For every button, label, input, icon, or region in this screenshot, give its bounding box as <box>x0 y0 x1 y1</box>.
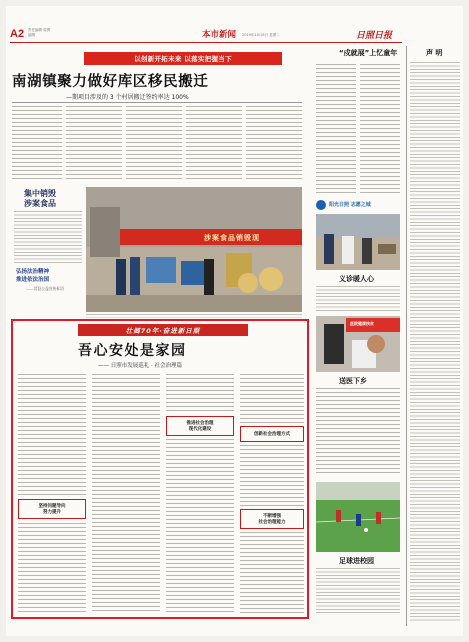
right-story-1-col-1 <box>316 64 356 194</box>
feature-subheadline: —— 日照市发展巡礼 · 社会治理篇 <box>98 363 182 369</box>
photo-caption <box>86 314 302 318</box>
right-story-1-col-2 <box>360 64 400 194</box>
ad-line-2: 推进依法治国 <box>16 277 50 283</box>
destruction-photo-image <box>86 187 302 312</box>
feature-col-3b <box>166 439 234 613</box>
masthead-logo: 日照日报 <box>356 31 393 41</box>
health-photo <box>316 316 400 372</box>
volunteer-logo-text: 阳光日照 志愿之城 <box>329 202 371 208</box>
destruction-photo <box>86 187 302 312</box>
column-divider <box>406 46 407 626</box>
newspaper-page <box>6 6 463 636</box>
feature-col-3a <box>166 374 234 414</box>
top-rule <box>12 102 302 103</box>
box2-line1: 推进社会治理 <box>186 421 214 426</box>
feature-box-2 <box>166 416 234 436</box>
box3-line1: 创新社会治理方式 <box>254 432 290 437</box>
ad-line-1: 弘扬法治精神 <box>16 269 50 275</box>
ad-line-3: ——莒县公益宣传标语 <box>26 286 64 291</box>
section-title: 本市新闻 <box>202 30 237 40</box>
top-headline: 南湖镇聚力做好库区移民搬迁 <box>12 74 209 90</box>
feature-headline: 吾心安处是家园 <box>78 343 187 359</box>
top-story-col-5 <box>246 106 302 182</box>
volunteer-logo <box>316 198 400 212</box>
feature-col-4a <box>240 374 304 424</box>
right-story-1-title: “戍就展”上忆童年 <box>339 49 398 57</box>
editor-line-1: 责任编辑 周勇 <box>28 28 51 32</box>
feature-col-4c <box>240 532 304 613</box>
feature-col-4b <box>240 445 304 507</box>
issue-date: 2019年10月8日 星期二 <box>242 33 280 37</box>
feature-col-1b <box>18 523 86 613</box>
top-story-col-3 <box>126 106 182 182</box>
left-story-text <box>14 211 82 263</box>
feature-col-2 <box>92 374 160 613</box>
header-rule <box>10 42 402 43</box>
editor-line-2: 编辑 <box>28 33 35 37</box>
left-story-title-2: 涉案食品 <box>24 199 56 208</box>
top-story-col-2 <box>66 106 122 182</box>
feature-box-3 <box>240 426 304 442</box>
feature-col-1a <box>18 374 86 496</box>
left-story-title-1: 集中销毁 <box>24 189 56 198</box>
box4-line1: 不断增强 <box>263 514 281 519</box>
notice-title: 声 明 <box>426 49 443 57</box>
right-story-3-text <box>316 388 400 476</box>
feature-banner: 壮阔70年·奋进新日照 <box>78 324 248 336</box>
health-banner-text: 医院健康扶贫 <box>350 321 374 326</box>
top-banner: 以创新开拓未来 以落实把握当下 <box>84 52 282 65</box>
clinic-photo <box>316 214 400 270</box>
top-story-col-1 <box>12 106 62 182</box>
right-story-2-title: 义诊暖人心 <box>339 275 374 283</box>
box1-line1: 坚持问题导向 <box>38 504 66 509</box>
right-story-4-text <box>316 568 400 613</box>
clinic-photo-image <box>316 214 400 270</box>
top-story-col-4 <box>186 106 242 182</box>
right-story-2-text <box>316 286 400 312</box>
box4-line2: 社会治理能力 <box>258 520 286 525</box>
sun-icon <box>316 200 326 210</box>
feature-box-4 <box>240 509 304 529</box>
feature-box-1 <box>18 499 86 519</box>
page-number: A2 <box>10 28 25 40</box>
football-photo <box>316 482 400 552</box>
right-story-3-title: 送医下乡 <box>339 377 367 385</box>
notice-column-text <box>410 62 460 622</box>
box1-line2: 努力提升 <box>43 510 61 515</box>
right-story-4-title: 足球进校园 <box>339 557 374 565</box>
top-subheadline: —期项目涉及的 3 个村居搬迁签约率达 100% <box>66 94 189 101</box>
photo-banner-text: 涉案食品销毁现 <box>204 234 260 242</box>
box2-line2: 现代化建设 <box>188 427 212 432</box>
football-photo-image <box>316 482 400 552</box>
